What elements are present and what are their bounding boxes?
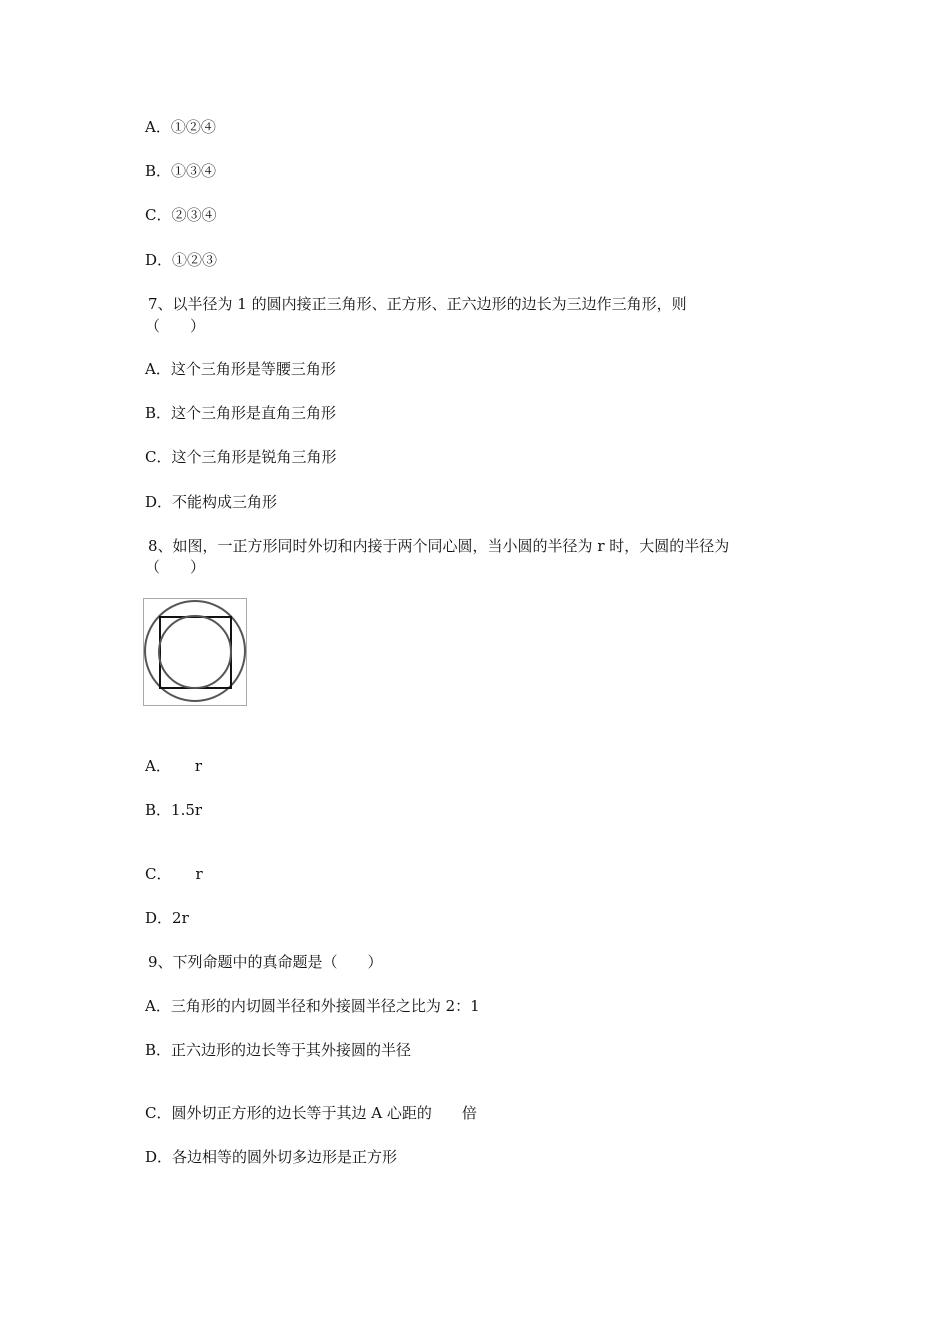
q8-paren: （ ）	[145, 558, 206, 576]
square-circles-diagram	[144, 599, 246, 705]
concentric-circles-figure	[143, 598, 247, 706]
q6-option-c: C．②③④	[145, 206, 217, 224]
q8-option-a-suffix: r	[194, 757, 203, 775]
inner-circle	[159, 616, 231, 688]
q7-option-a: A．这个三角形是等腰三角形	[145, 360, 336, 378]
q8-option-a	[145, 756, 202, 776]
q7-stem: 7、以半径为 1 的圆内接正三角形、正方形、正六边形的边长为三边作三角形，则	[148, 295, 687, 313]
q9-stem: 9、下列命题中的真命题是（ ）	[148, 953, 383, 971]
q8-option-a-prefix: A．	[145, 757, 171, 775]
q9-option-c	[145, 1103, 477, 1123]
q8-stem: 8、如图，一正方形同时外切和内接于两个同心圆，当小圆的半径为 r 时，大圆的半径为	[148, 537, 730, 555]
q7-paren: （ ）	[145, 317, 206, 335]
q9-option-b: B．正六边形的边长等于其外接圆的半径	[145, 1041, 412, 1059]
q9-option-c-suffix: 倍	[461, 1104, 477, 1122]
q6-option-d: D．①②③	[145, 251, 218, 269]
q8-option-c	[145, 864, 203, 884]
q6-option-a: A．①②④	[145, 118, 216, 136]
q7-option-b: B．这个三角形是直角三角形	[145, 404, 337, 422]
q8-option-b: B．1.5r	[145, 801, 203, 819]
q8-option-d: D．2r	[145, 909, 189, 927]
q8-option-c-suffix: r	[195, 865, 203, 883]
q9-option-a: A．三角形的内切圆半径和外接圆半径之比为 2：1	[145, 997, 480, 1015]
q9-option-c-prefix: C．圆外切正方形的边长等于其边 A 心距的	[145, 1104, 432, 1122]
q9-option-d: D．各边相等的圆外切多边形是正方形	[145, 1148, 398, 1166]
q7-option-d: D．不能构成三角形	[145, 493, 278, 511]
q6-option-b: B．①③④	[145, 162, 217, 180]
q8-option-c-prefix: C．	[145, 865, 172, 883]
q7-option-c: C．这个三角形是锐角三角形	[145, 448, 337, 466]
